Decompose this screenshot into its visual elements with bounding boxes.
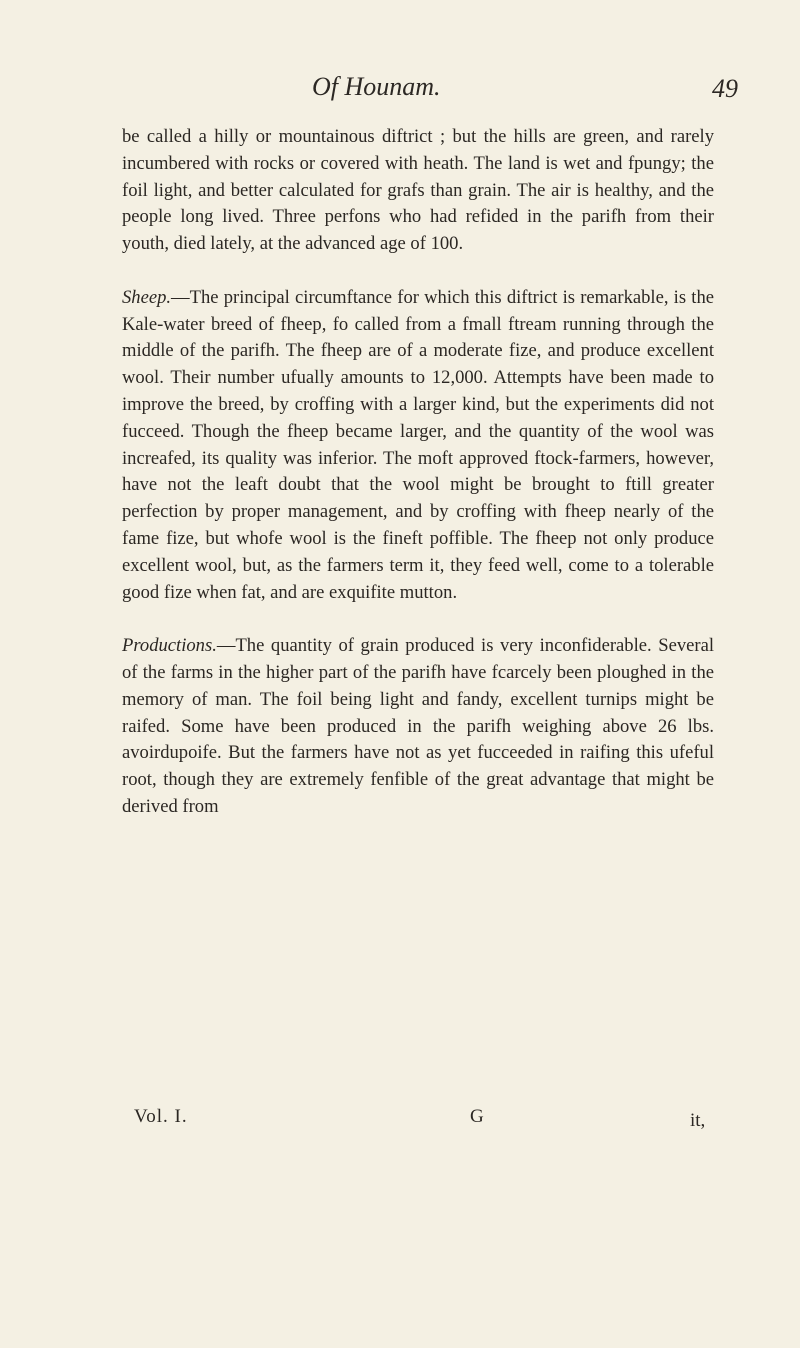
paragraph-text: —The quantity of grain produced is very inconfiderable. Several of the farms in the higher part of the parifh have fcarcely been ploughed in the memory of man. The foil being light and fandy, excellent turnips might be raifed. Some have been produced in the parifh weighing above 26 lbs. avoirdupoife. But the farmers have not as yet fucceeded in raifing this ufeful root, though they are extremely fenfible of the great advantage that might be derived from [122,635,714,817]
paragraph-intro [122,124,714,258]
page-header [0,72,800,112]
page-number: 49 [712,74,738,103]
page-footer [122,1106,714,1136]
paragraph-text: —The principal circumftance for which this diftrict is remarkable, is the Kale-water breed of fheep, fo called from a fmall ftream running through the middle of the parifh. The fheep are of a moderate fize, and produce excellent wool. Their number ufually amounts to 12,000. Attempts have been made to improve the breed, by croffing with a larger kind, but the experiments did not fucceed. Though the fheep became larger, and the quantity of the wool was increafed, its quality was inferior. The moft approved ftock-farmers, however, have not the leaft doubt that the wool might be brought to ftill greater perfection by proper management, and by croffing with fheep nearly of the fame fize, but whofe wool is the fineft poffible. The fheep not only produce excellent wool, but, as the farmers term it, they feed well, come to a tolerable good fize when fat, and are exquifite mutton. [122,286,714,603]
body-text [122,124,714,821]
paragraph-sheep [122,285,714,607]
signature-mark: G [470,1106,484,1127]
catchword: it, [690,1110,706,1131]
paragraph-lead: Sheep. [122,286,172,308]
paragraph-text: be called a hilly or mountainous diftrict ; but the hills are green, and rarely incumbered with rocks or covered with heath. The land is wet and fpungy; the foil light, and better calculated for grafs than grain. The air is healthy, and the people long lived. Three perfons who had refided in the parifh from their youth, died lately, at the advanced age of 100. [122,126,714,255]
volume-mark: Vol. I. [134,1106,188,1127]
paragraph-lead: Productions. [122,635,217,657]
paragraph-productions [122,633,714,821]
running-title: Of Hounam. [312,72,441,101]
